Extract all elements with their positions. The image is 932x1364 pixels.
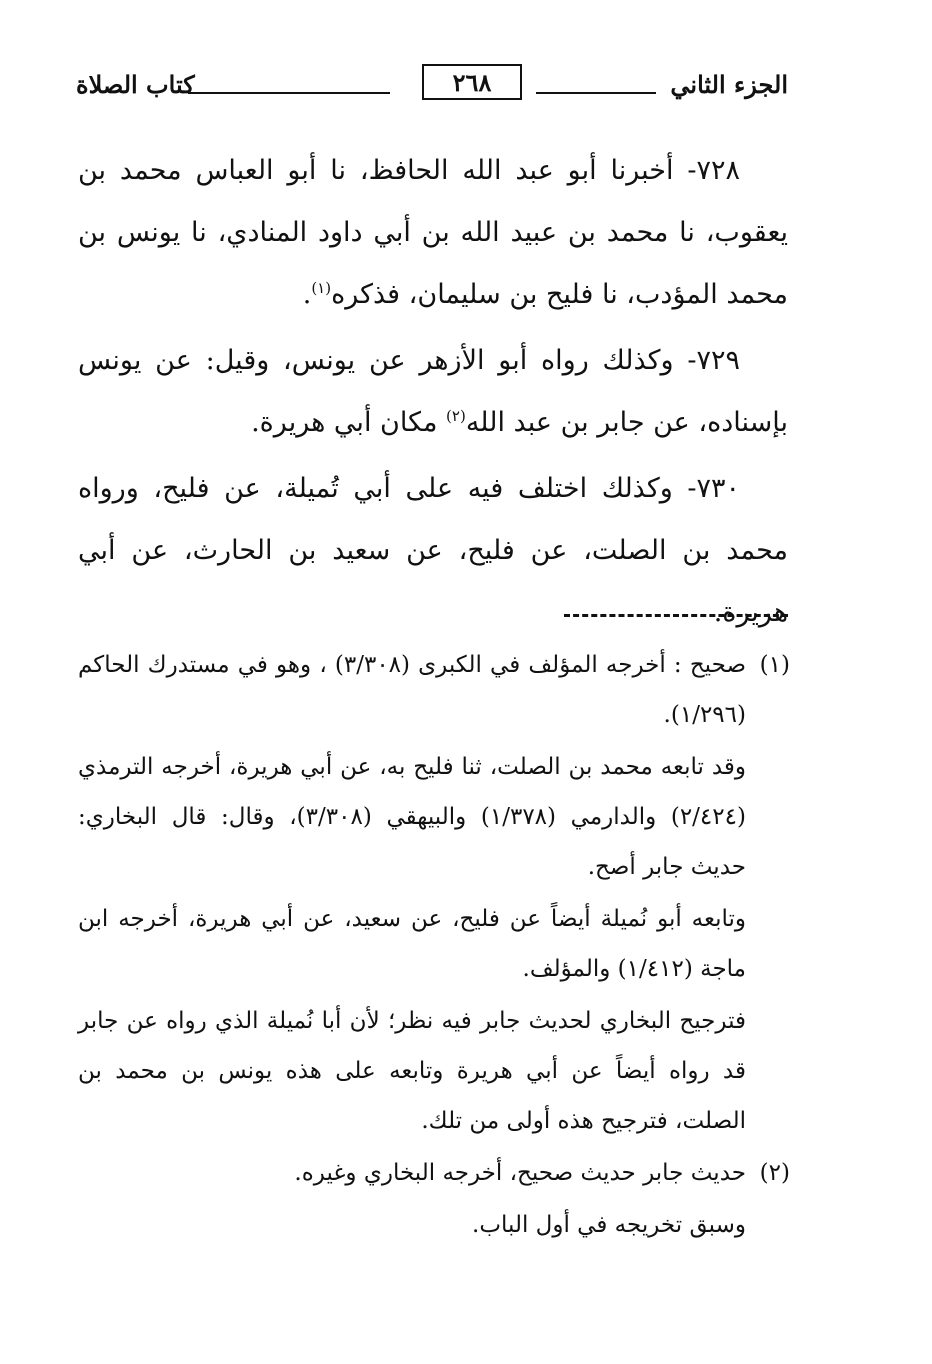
footnote-2 <box>78 1148 790 1250</box>
footnote-line: فترجيح البخاري لحديث جابر فيه نظر؛ لأن أبا نُميلة الذي رواه عن جابر قد رواه أيضاً عن أبي هريرة وتابعه على هذه يونس بن محمد بن الصلت، فترجيح هذه أولى من تلك. <box>78 1008 746 1134</box>
footnotes <box>78 640 790 1252</box>
footnote-ref-2[interactable]: (٢) <box>446 407 466 425</box>
footnote-separator <box>564 614 788 617</box>
hadith-729: ٧٢٩- وكذلك رواه أبو الأزهر عن يونس، وقيل: عن يونس بإسناده، عن جابر بن عبد الله$^{(٢)}$ مكان أبي هريرة. <box>78 345 788 438</box>
page-number: ٢٦٨ <box>422 64 522 100</box>
page-header <box>76 62 788 110</box>
main-text <box>78 140 788 648</box>
footnote-line: وتابعه أبو نُميلة أيضاً عن فليح، عن سعيد، عن أبي هريرة، أخرجه ابن ماجة (١/٤١٢) والمؤلف. <box>78 906 746 982</box>
footnote-number: (٢) <box>759 1160 790 1186</box>
hadith-730: ٧٣٠- وكذلك اختلف فيه على أبي تُميلة، عن فليح، ورواه محمد بن الصلت، عن فليح، عن سعيد بن الحارث، عن أبي هريرة. <box>78 473 788 628</box>
footnote-line: حديث جابر حديث صحيح، أخرجه البخاري وغيره. <box>294 1160 746 1186</box>
header-rule-right <box>536 92 656 94</box>
book-title: كتاب الصلاة <box>76 70 195 99</box>
footnote-1 <box>78 640 790 1146</box>
footnote-ref-1[interactable]: (١) <box>311 279 332 297</box>
footnote-line: وقد تابعه محمد بن الصلت، ثنا فليح به، عن أبي هريرة، أخرجه الترمذي (٢/٤٢٤) والدارمي (١/٣٧٨) والبيهقي (٣/٣٠٨)، وقال: قال البخاري: حديث جابر أصح. <box>78 754 746 880</box>
header-rule-left <box>188 92 390 94</box>
footnote-number: (١) <box>759 652 790 678</box>
footnote-line: وسبق تخريجه في أول الباب. <box>472 1212 746 1238</box>
hadith-728: ٧٢٨- أخبرنا أبو عبد الله الحافظ، نا أبو العباس محمد بن يعقوب، نا محمد بن عبيد الله بن أبي داود المنادي، نا يونس بن محمد المؤدب، نا فليح بن سليمان، فذكره$^{(١)}$. <box>78 155 788 310</box>
footnote-line: صحيح : أخرجه المؤلف في الكبرى (٣/٣٠٨) ، وهو في مستدرك الحاكم (١/٢٩٦). <box>78 652 746 728</box>
volume-title: الجزء الثاني <box>670 70 788 99</box>
